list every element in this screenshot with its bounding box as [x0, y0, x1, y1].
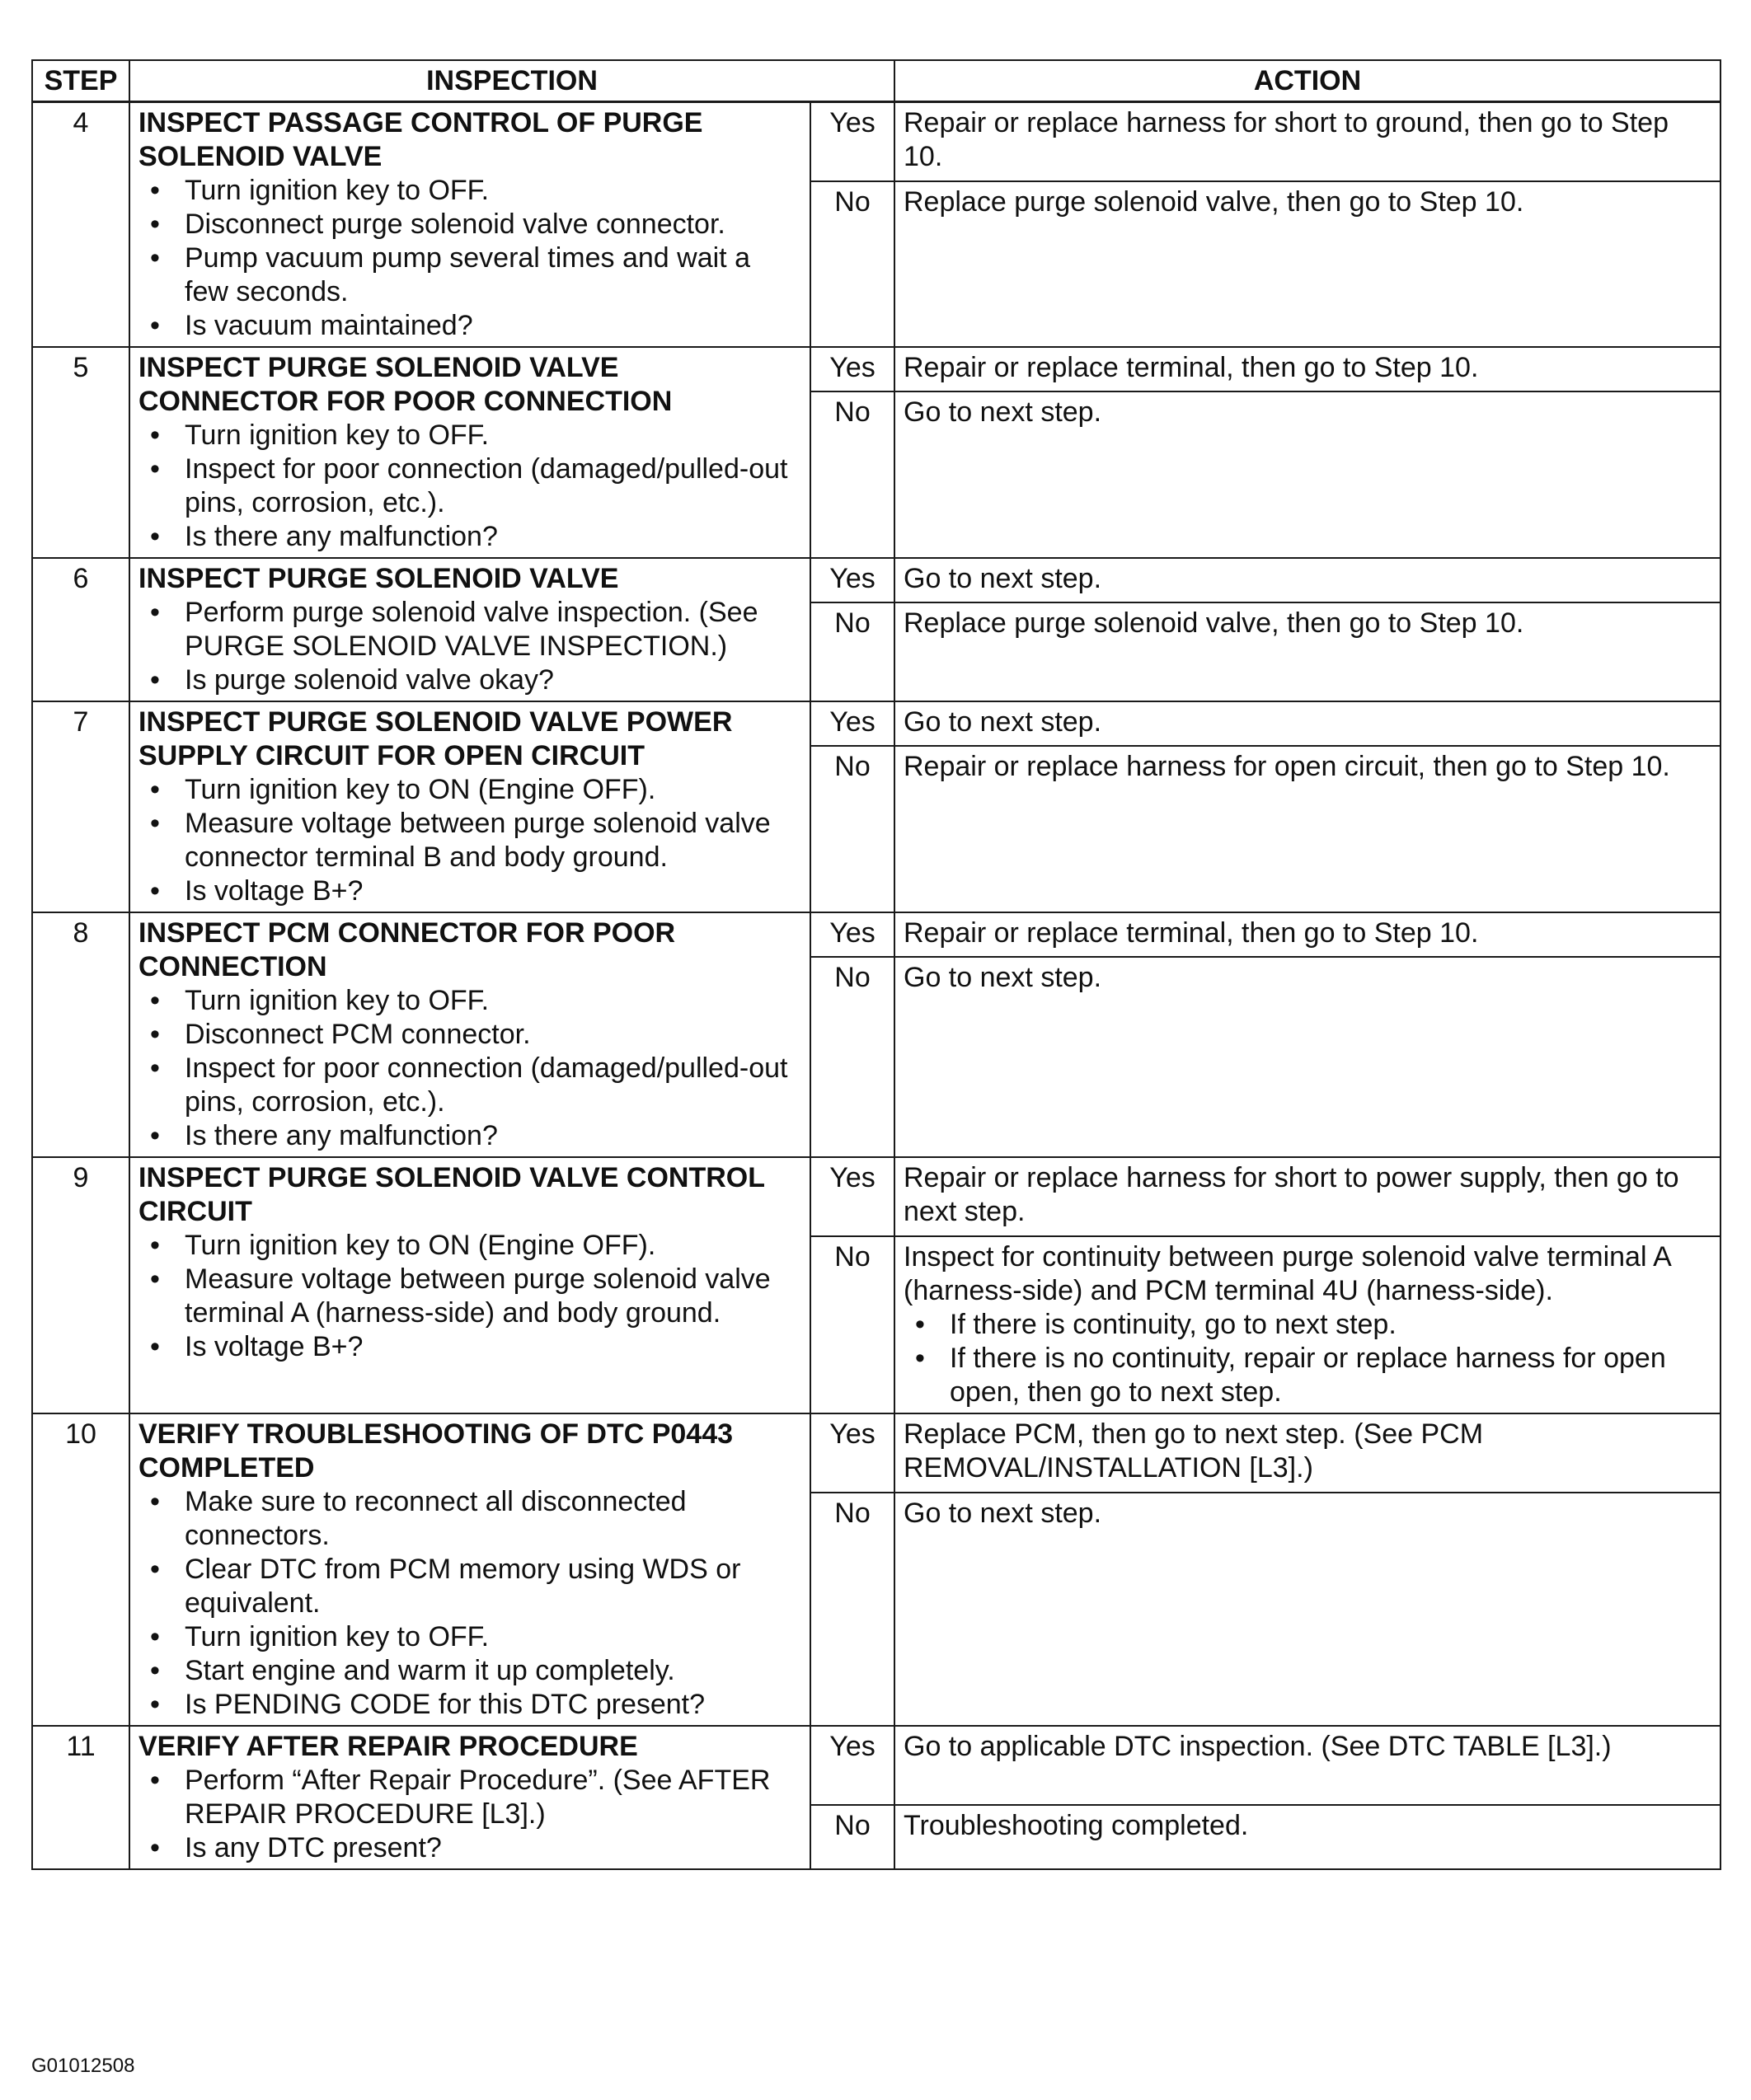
inspection-bullet: • Disconnect PCM connector. — [138, 1018, 801, 1052]
inspection-bullets — [138, 984, 801, 1153]
inspection-bullet: • Is PENDING CODE for this DTC present? — [138, 1688, 801, 1722]
no-action: Inspect for continuity between purge solenoid valve terminal A (harness-side) and PCM terminal 4U (harness-side). — [904, 1241, 1670, 1306]
table-row — [32, 912, 1720, 957]
inspection-title: INSPECT PURGE SOLENOID VALVE CONTROL CIRCUIT — [138, 1162, 765, 1227]
yes-label: Yes — [810, 1413, 894, 1493]
inspection-cell — [129, 1413, 810, 1726]
no-action: Replace purge solenoid valve, then go to Step 10. — [904, 186, 1524, 218]
inspection-bullet: • Turn ignition key to ON (Engine OFF). — [138, 1229, 801, 1263]
inspection-cell — [129, 102, 810, 348]
yes-label: Yes — [810, 347, 894, 391]
yes-label: Yes — [810, 1157, 894, 1236]
inspection-bullets — [138, 419, 801, 554]
yes-action: Go to next step. — [894, 558, 1720, 602]
inspection-bullet: • Measure voltage between purge solenoid valve connector terminal B and body ground. — [138, 807, 801, 874]
no-label: No — [810, 1236, 894, 1413]
inspection-bullet: • Perform purge solenoid valve inspection. (See PURGE SOLENOID VALVE INSPECTION.) — [138, 596, 801, 663]
inspection-title: INSPECT PASSAGE CONTROL OF PURGE SOLENOID VALVE — [138, 107, 703, 172]
no-action: Troubleshooting completed. — [904, 1810, 1249, 1841]
no-action-cell — [894, 391, 1720, 558]
yes-action: Repair or replace harness for short to power supply, then go to next step. — [894, 1157, 1720, 1236]
no-label: No — [810, 602, 894, 701]
inspection-bullet: • Inspect for poor connection (damaged/pulled-out pins, corrosion, etc.). — [138, 1052, 801, 1119]
inspection-title: INSPECT PURGE SOLENOID VALVE — [138, 563, 619, 594]
inspection-bullet: • Is voltage B+? — [138, 1330, 801, 1364]
inspection-table — [31, 59, 1721, 1870]
inspection-bullet: • Start engine and warm it up completely. — [138, 1654, 801, 1688]
inspection-bullets — [138, 1229, 801, 1364]
inspection-bullet: • Clear DTC from PCM memory using WDS or equivalent. — [138, 1553, 801, 1620]
yes-label: Yes — [810, 102, 894, 182]
inspection-bullet: • Turn ignition key to OFF. — [138, 419, 801, 452]
no-action: Go to next step. — [904, 962, 1102, 993]
inspection-cell — [129, 1157, 810, 1413]
table-row — [32, 102, 1720, 182]
table-row — [32, 558, 1720, 602]
no-action-cell — [894, 1805, 1720, 1869]
no-action-cell — [894, 1493, 1720, 1726]
table-row — [32, 1157, 1720, 1236]
inspection-cell — [129, 912, 810, 1157]
inspection-bullet: • Is there any malfunction? — [138, 1119, 801, 1153]
inspection-bullets — [138, 174, 801, 343]
inspection-bullets — [138, 773, 801, 908]
inspection-bullets — [138, 1764, 801, 1865]
dtc-inspection-sheet — [31, 59, 1720, 1870]
no-action-cell — [894, 602, 1720, 701]
table-row — [32, 1413, 1720, 1493]
yes-action: Go to applicable DTC inspection. (See DTC TABLE [L3].) — [894, 1726, 1720, 1805]
inspection-bullet: • Measure voltage between purge solenoid valve terminal A (harness-side) and body ground. — [138, 1263, 801, 1330]
inspection-title: VERIFY TROUBLESHOOTING OF DTC P0443 COMPLETED — [138, 1418, 734, 1484]
yes-label: Yes — [810, 1726, 894, 1805]
no-action-cell — [894, 746, 1720, 912]
inspection-title: VERIFY AFTER REPAIR PROCEDURE — [138, 1731, 638, 1762]
inspection-bullet: • Is vacuum maintained? — [138, 309, 801, 343]
table-header-row — [32, 60, 1720, 102]
inspection-bullet: • Make sure to reconnect all disconnected connectors. — [138, 1485, 801, 1553]
no-action: Go to next step. — [904, 1498, 1102, 1529]
inspection-bullets — [138, 1485, 801, 1722]
header-action: ACTION — [894, 60, 1720, 102]
inspection-bullet: • Is voltage B+? — [138, 874, 801, 908]
step-number: 11 — [32, 1726, 129, 1869]
table-row — [32, 347, 1720, 391]
yes-label: Yes — [810, 701, 894, 746]
yes-action: Replace PCM, then go to next step. (See PCM REMOVAL/INSTALLATION [L3].) — [894, 1413, 1720, 1493]
no-action: Repair or replace harness for open circuit, then go to Step 10. — [904, 751, 1670, 782]
inspection-cell — [129, 701, 810, 912]
no-label: No — [810, 1805, 894, 1869]
no-label: No — [810, 957, 894, 1157]
yes-action: Repair or replace harness for short to ground, then go to Step 10. — [894, 102, 1720, 182]
step-number: 10 — [32, 1413, 129, 1726]
table-row — [32, 701, 1720, 746]
inspection-cell — [129, 347, 810, 558]
action-bullet: • If there is no continuity, repair or replace harness for open open, then go to next step. — [904, 1342, 1711, 1409]
no-action: Replace purge solenoid valve, then go to Step 10. — [904, 607, 1524, 639]
step-number: 5 — [32, 347, 129, 558]
inspection-title: INSPECT PCM CONNECTOR FOR POOR CONNECTION — [138, 917, 676, 982]
yes-action: Repair or replace terminal, then go to Step 10. — [894, 912, 1720, 957]
table-row — [32, 1726, 1720, 1805]
no-label: No — [810, 181, 894, 347]
action-bullet: • If there is continuity, go to next step. — [904, 1308, 1711, 1342]
step-number: 7 — [32, 701, 129, 912]
no-action-cell — [894, 181, 1720, 347]
yes-action: Go to next step. — [894, 701, 1720, 746]
action-bullets — [904, 1308, 1711, 1409]
figure-id: G01012508 — [31, 2055, 135, 2077]
no-label: No — [810, 391, 894, 558]
inspection-cell — [129, 558, 810, 701]
inspection-bullet: • Is there any malfunction? — [138, 520, 801, 554]
inspection-bullet: • Is any DTC present? — [138, 1831, 801, 1865]
inspection-bullet: • Turn ignition key to OFF. — [138, 1620, 801, 1654]
step-number: 4 — [32, 102, 129, 348]
inspection-bullet: • Pump vacuum pump several times and wait a few seconds. — [138, 241, 801, 309]
inspection-bullet: • Inspect for poor connection (damaged/pulled-out pins, corrosion, etc.). — [138, 452, 801, 520]
yes-action: Repair or replace terminal, then go to Step 10. — [894, 347, 1720, 391]
no-label: No — [810, 746, 894, 912]
inspection-bullet: • Turn ignition key to ON (Engine OFF). — [138, 773, 801, 807]
step-number: 8 — [32, 912, 129, 1157]
inspection-bullet: • Turn ignition key to OFF. — [138, 174, 801, 208]
header-step: STEP — [32, 60, 129, 102]
yes-label: Yes — [810, 558, 894, 602]
inspection-title: INSPECT PURGE SOLENOID VALVE CONNECTOR FOR POOR CONNECTION — [138, 352, 673, 417]
table-body — [32, 102, 1720, 1870]
step-number: 6 — [32, 558, 129, 701]
inspection-bullet: • Is purge solenoid valve okay? — [138, 663, 801, 697]
inspection-cell — [129, 1726, 810, 1869]
step-number: 9 — [32, 1157, 129, 1413]
no-label: No — [810, 1493, 894, 1726]
inspection-bullet: • Perform “After Repair Procedure”. (See AFTER REPAIR PROCEDURE [L3].) — [138, 1764, 801, 1831]
inspection-bullets — [138, 596, 801, 697]
header-inspection: INSPECTION — [129, 60, 894, 102]
yes-label: Yes — [810, 912, 894, 957]
no-action-cell — [894, 1236, 1720, 1413]
inspection-bullet: • Turn ignition key to OFF. — [138, 984, 801, 1018]
no-action-cell — [894, 957, 1720, 1157]
inspection-title: INSPECT PURGE SOLENOID VALVE POWER SUPPLY CIRCUIT FOR OPEN CIRCUIT — [138, 706, 733, 771]
inspection-bullet: • Disconnect purge solenoid valve connector. — [138, 208, 801, 241]
no-action: Go to next step. — [904, 396, 1102, 428]
